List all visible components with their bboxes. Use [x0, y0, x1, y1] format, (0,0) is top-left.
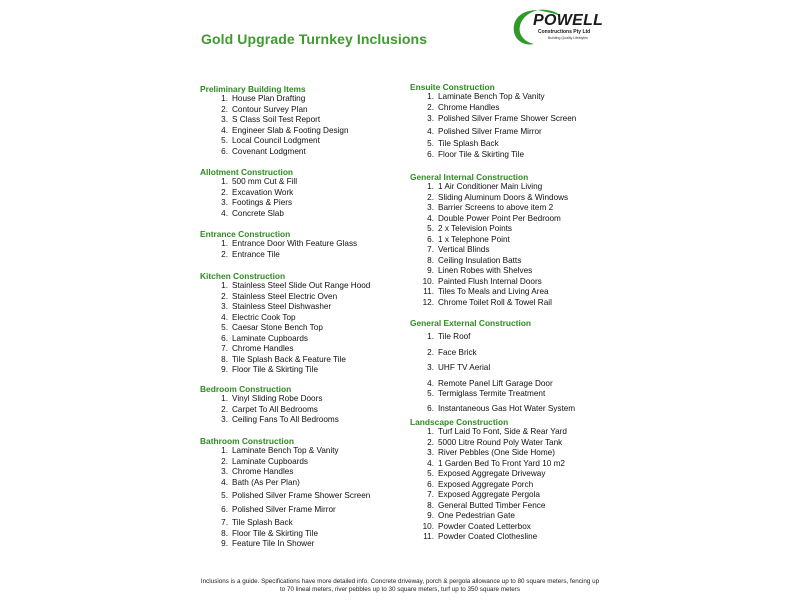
list-item: 7. Chrome Handles — [221, 344, 294, 353]
list-item: 9. Linen Robes with Shelves — [427, 266, 533, 275]
list-item: 1. Tile Roof — [427, 332, 471, 341]
list-item: 3. Ceiling Fans To All Bedrooms — [221, 415, 339, 424]
list-item: 4. Concrete Slab — [221, 208, 284, 218]
section-heading: Landscape Construction — [410, 417, 509, 427]
list-item: 1. Laminate Bench Top & Vanity — [221, 446, 339, 455]
inclusion-list — [200, 281, 405, 376]
list-item: 7. Tile Splash Back — [221, 518, 293, 527]
page-title: Gold Upgrade Turnkey Inclusions — [201, 31, 428, 47]
list-item: 5. Caesar Stone Bench Top — [221, 323, 323, 332]
list-item: 3. River Pebbles (One Side Home) — [427, 448, 555, 457]
list-item: 3. Barrier Screens to above item 2 — [427, 203, 554, 212]
section-heading: Allotment Construction — [200, 167, 294, 177]
list-item: 2. Carpet To All Bedrooms — [221, 404, 318, 414]
section-bathroom — [200, 436, 405, 550]
list-item: 2. Laminate Cupboards — [221, 456, 309, 466]
list-item: 1. Turf Laid To Font, Side & Rear Yard — [427, 427, 567, 436]
list-item: 5. Termiglass Termite Treatment — [427, 389, 546, 398]
list-item: 6. Polished Silver Frame Mirror — [221, 504, 336, 514]
list-item: 3. Chrome Handles — [221, 467, 294, 476]
list-item: 2. Chrome Handles — [427, 102, 500, 112]
section-heading: Entrance Construction — [200, 229, 291, 239]
logo-tagline: Building Quality Lifestyles — [548, 36, 588, 40]
list-item: 3. S Class Soil Test Report — [221, 115, 321, 124]
section-ensuite — [410, 82, 610, 160]
list-item: 3. Stainless Steel Dishwasher — [221, 302, 332, 311]
inclusion-list — [200, 177, 405, 219]
inclusion-list — [200, 394, 405, 426]
section-heading: Preliminary Building Items — [200, 84, 306, 94]
list-item: 5. Exposed Aggregate Driveway — [427, 469, 546, 478]
list-item: 11. Tiles To Meals and Living Area — [423, 287, 549, 296]
list-item: 4. Remote Panel Lift Garage Door — [427, 378, 553, 388]
logo-subtitle: Constructions Pty Ltd — [538, 29, 591, 35]
list-item: 9. Feature Tile In Shower — [221, 539, 315, 548]
list-item: 11. Powder Coated Clothesline — [423, 532, 538, 541]
section-heading: General External Construction — [410, 318, 531, 328]
section-preliminary — [200, 84, 405, 157]
list-item: 1. Stainless Steel Slide Out Range Hood — [221, 281, 371, 290]
section-heading: Ensuite Construction — [410, 82, 495, 92]
list-item: 2. Sliding Aluminum Doors & Windows — [427, 192, 569, 202]
list-item: 5. Tile Splash Back — [427, 139, 499, 148]
list-item: 3. UHF TV Aerial — [427, 363, 491, 372]
list-item: 1. Laminate Bench Top & Vanity — [427, 92, 545, 101]
list-item: 4. Bath (As Per Plan) — [221, 477, 300, 487]
inclusion-list — [410, 92, 610, 160]
list-item: 6. Covenant Lodgment — [221, 146, 306, 156]
list-item: 7. Exposed Aggregate Pergola — [427, 490, 540, 499]
list-item: 1. 1 Air Conditioner Main Living — [427, 182, 543, 191]
list-item: 8. Tile Splash Back & Feature Tile — [221, 354, 346, 364]
section-heading: General Internal Construction — [410, 172, 529, 182]
list-item: 9. One Pedestrian Gate — [427, 511, 515, 520]
list-item: 4. Double Power Point Per Bedroom — [427, 213, 561, 223]
inclusion-list — [410, 427, 610, 543]
list-item: 2. Excavation Work — [221, 187, 294, 197]
list-item: 1. 500 mm Cut & Fill — [221, 177, 298, 186]
section-general-internal — [410, 172, 610, 308]
section-entrance — [200, 229, 405, 260]
list-item: 2. Stainless Steel Electric Oven — [221, 291, 338, 301]
list-item: 2. Entrance Tile — [221, 249, 280, 259]
list-item: 6. 1 x Telephone Point — [427, 234, 510, 244]
list-item: 8. Ceiling Insulation Batts — [427, 255, 522, 265]
footnote: Inclusions is a guide. Specifications have more detailed info. Concrete driveway, porch & pergola allowance up to 80 square meters, fencing up to 70 lineal meters, river pebbles up to 30 square meters, turf up to 350 square meters — [200, 578, 600, 593]
list-item: 2. Face Brick — [427, 347, 477, 357]
inclusion-list — [200, 94, 405, 157]
inclusion-list — [200, 239, 405, 260]
logo-brand-text: POWELL — [533, 12, 604, 29]
section-heading: Bedroom Construction — [200, 384, 292, 394]
list-item: 1. House Plan Drafting — [221, 94, 306, 103]
inclusion-list — [410, 182, 610, 308]
list-item: 6. Instantaneous Gas Hot Water System — [427, 403, 576, 413]
list-item: 10. Powder Coated Letterbox — [422, 521, 531, 531]
list-item: 1. Vinyl Sliding Robe Doors — [221, 394, 323, 403]
list-item: 9. Floor Tile & Skirting Tile — [221, 365, 318, 374]
list-item: 8. Floor Tile & Skirting Tile — [221, 528, 318, 538]
list-item: 4. 1 Garden Bed To Front Yard 10 m2 — [427, 458, 565, 468]
list-item: 12. Chrome Toilet Roll & Towel Rail — [422, 297, 552, 307]
list-item: 6. Exposed Aggregate Porch — [427, 479, 534, 489]
list-item: 5. 2 x Television Points — [427, 224, 513, 233]
list-item: 4. Engineer Slab & Footing Design — [221, 125, 349, 135]
inclusion-list — [410, 332, 610, 414]
list-item: 1. Entrance Door With Feature Glass — [221, 239, 358, 248]
list-item: 5. Local Council Lodgment — [221, 136, 320, 145]
list-item: 3. Footings & Piers — [221, 198, 293, 207]
section-heading: Kitchen Construction — [200, 271, 286, 281]
company-logo — [508, 6, 603, 48]
section-bedroom — [200, 384, 405, 426]
list-item: 2. Contour Survey Plan — [221, 104, 308, 114]
list-item: 4. Electric Cook Top — [221, 312, 296, 322]
list-item: 10. Painted Flush Internal Doors — [422, 276, 542, 286]
section-heading: Bathroom Construction — [200, 436, 294, 446]
section-kitchen — [200, 271, 405, 376]
list-item: 2. 5000 Litre Round Poly Water Tank — [427, 437, 563, 447]
list-item: 6. Floor Tile & Skirting Tile — [427, 149, 524, 159]
inclusion-list — [200, 446, 405, 550]
list-item: 6. Laminate Cupboards — [221, 333, 309, 343]
list-item: 7. Vertical Blinds — [427, 245, 490, 254]
list-item: 8. General Butted Timber Fence — [427, 500, 546, 510]
section-general-external — [410, 318, 610, 414]
section-allotment — [200, 167, 405, 219]
list-item: 3. Polished Silver Frame Shower Screen — [427, 114, 577, 123]
list-item: 4. Polished Silver Frame Mirror — [427, 126, 542, 136]
list-item: 5. Polished Silver Frame Shower Screen — [221, 491, 371, 500]
section-landscape — [410, 417, 610, 543]
